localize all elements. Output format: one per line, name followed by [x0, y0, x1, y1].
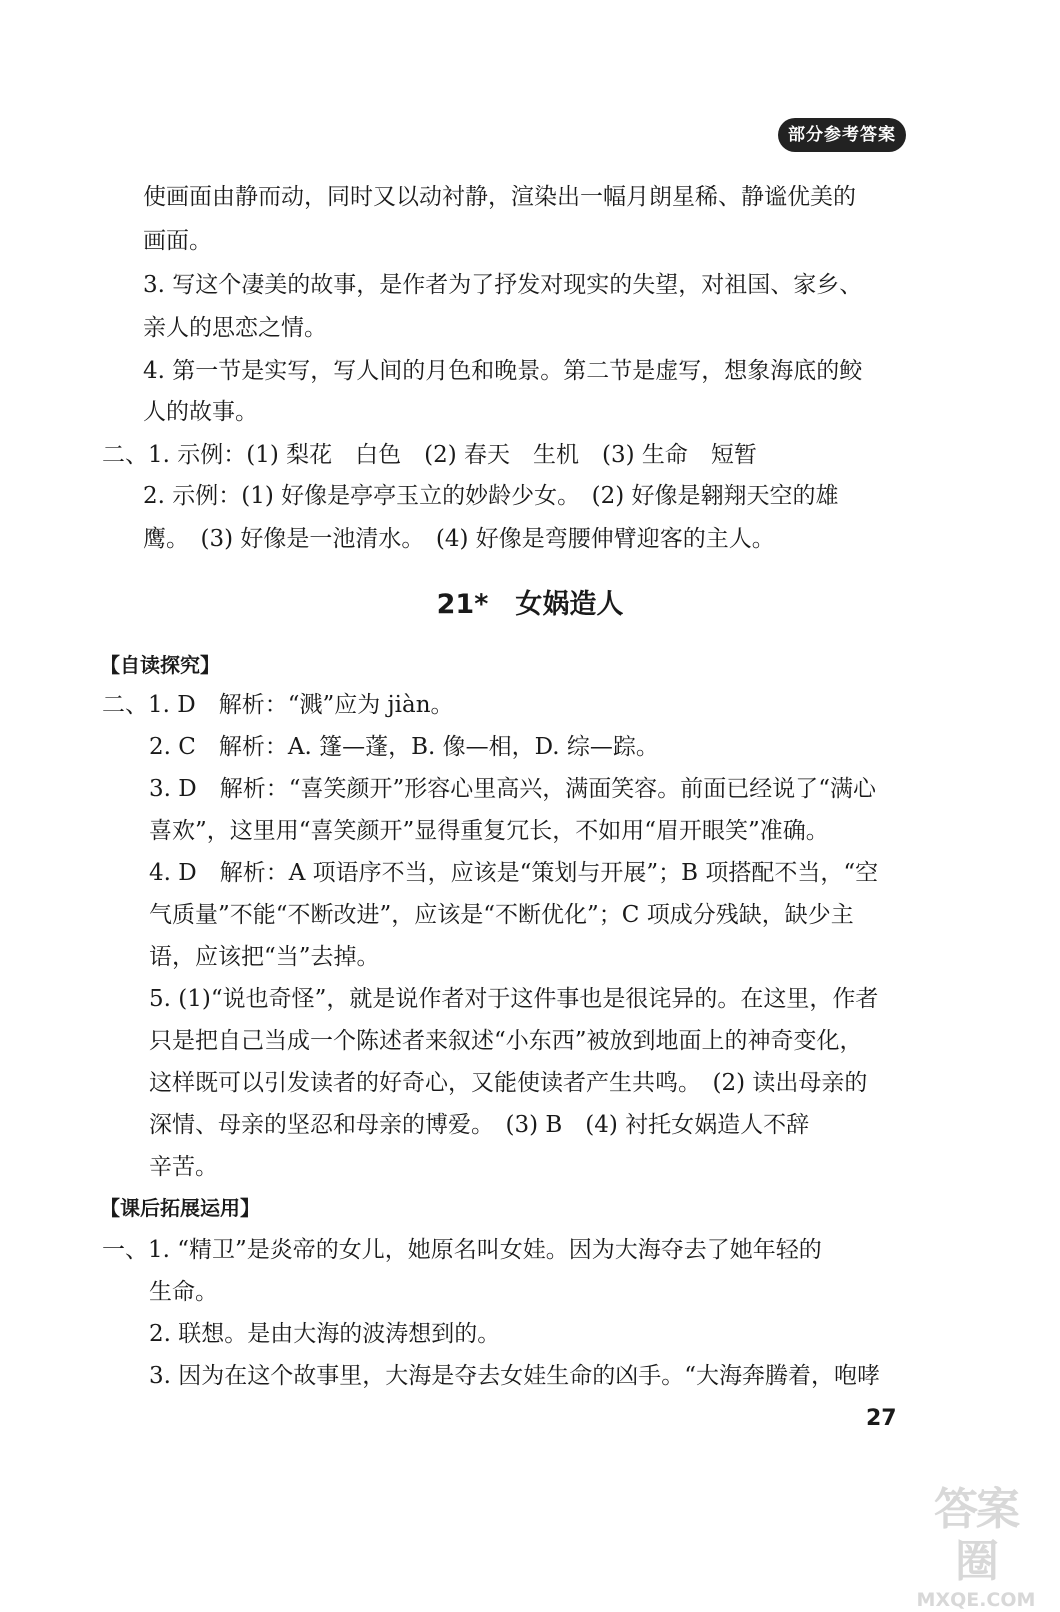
page-number: 27 — [866, 1406, 897, 1431]
text-line: 气质量”不能“不断改进”，应该是“不断优化”；C 项成分残缺，缺少主 — [149, 902, 854, 928]
section-header-tab: 部分参考答案 — [778, 118, 906, 152]
lesson-title: 21* 女娲造人 — [436, 589, 624, 620]
text-line: 辛苦。 — [149, 1154, 218, 1180]
text-line: 只是把自己当成一个陈述者来叙述“小东西”被放到地面上的神奇变化， — [149, 1028, 863, 1054]
section-heading: 【自读探究】 — [100, 653, 220, 677]
text-line: 2. 示例：(1) 好像是亭亭玉立的妙龄少女。 (2) 好像是翱翔天空的雄 — [143, 483, 839, 509]
text-line: 二、1. D 解析：“溅”应为 jiàn。 — [102, 692, 454, 718]
text-line: 3. 写这个凄美的故事，是作者为了抒发对现实的失望，对祖国、家乡、 — [143, 272, 863, 298]
text-line: 2. C 解析：A. 篷—蓬，B. 像—相，D. 综—踪。 — [149, 734, 659, 760]
text-line: 亲人的思恋之情。 — [143, 315, 327, 341]
text-line: 语，应该把“当”去掉。 — [149, 944, 380, 970]
text-line: 5. (1)“说也奇怪”，就是说作者对于这件事也是很诧异的。在这里，作者 — [149, 986, 879, 1012]
text-line: 鹰。 (3) 好像是一池清水。 (4) 好像是弯腰伸臂迎客的主人。 — [143, 526, 775, 552]
text-line: 3. D 解析：“喜笑颜开”形容心里高兴，满面笑容。前面已经说了“满心 — [149, 776, 876, 802]
text-line: 二、1. 示例：(1) 梨花 白色 (2) 春天 生机 (3) 生命 短暂 — [102, 442, 757, 468]
text-line: 2. 联想。是由大海的波涛想到的。 — [149, 1321, 501, 1347]
text-line: 深情、母亲的坚忍和母亲的博爱。 (3) B (4) 衬托女娲造人不辞 — [149, 1112, 810, 1138]
watermark-url: MXQE.COM — [916, 1589, 1036, 1611]
text-line: 使画面由静而动，同时又以动衬静，渲染出一幅月朗星稀、静谧优美的 — [143, 184, 856, 210]
text-line: 喜欢”，这里用“喜笑颜开”显得重复冗长，不如用“眉开眼笑”准确。 — [149, 818, 829, 844]
watermark-logo-text: 答案圈 — [934, 1484, 1018, 1587]
section-heading: 【课后拓展运用】 — [100, 1196, 260, 1220]
text-line: 画面。 — [143, 228, 212, 254]
text-line: 人的故事。 — [143, 399, 258, 425]
text-line: 3. 因为在这个故事里，大海是夺去女娃生命的凶手。“大海奔腾着，咆哮 — [149, 1363, 881, 1389]
text-line: 这样既可以引发读者的好奇心，又能使读者产生共鸣。 (2) 读出母亲的 — [149, 1070, 868, 1096]
text-line: 一、1. “精卫”是炎帝的女儿，她原名叫女娃。因为大海夺去了她年轻的 — [102, 1237, 822, 1263]
text-line: 4. 第一节是实写，写人间的月色和晚景。第二节是虚写，想象海底的鲛 — [143, 358, 863, 384]
text-line: 4. D 解析：A 项语序不当，应该是“策划与开展”；B 项搭配不当，“空 — [149, 860, 879, 886]
text-line: 生命。 — [149, 1279, 218, 1305]
watermark-logo — [916, 1484, 1036, 1611]
